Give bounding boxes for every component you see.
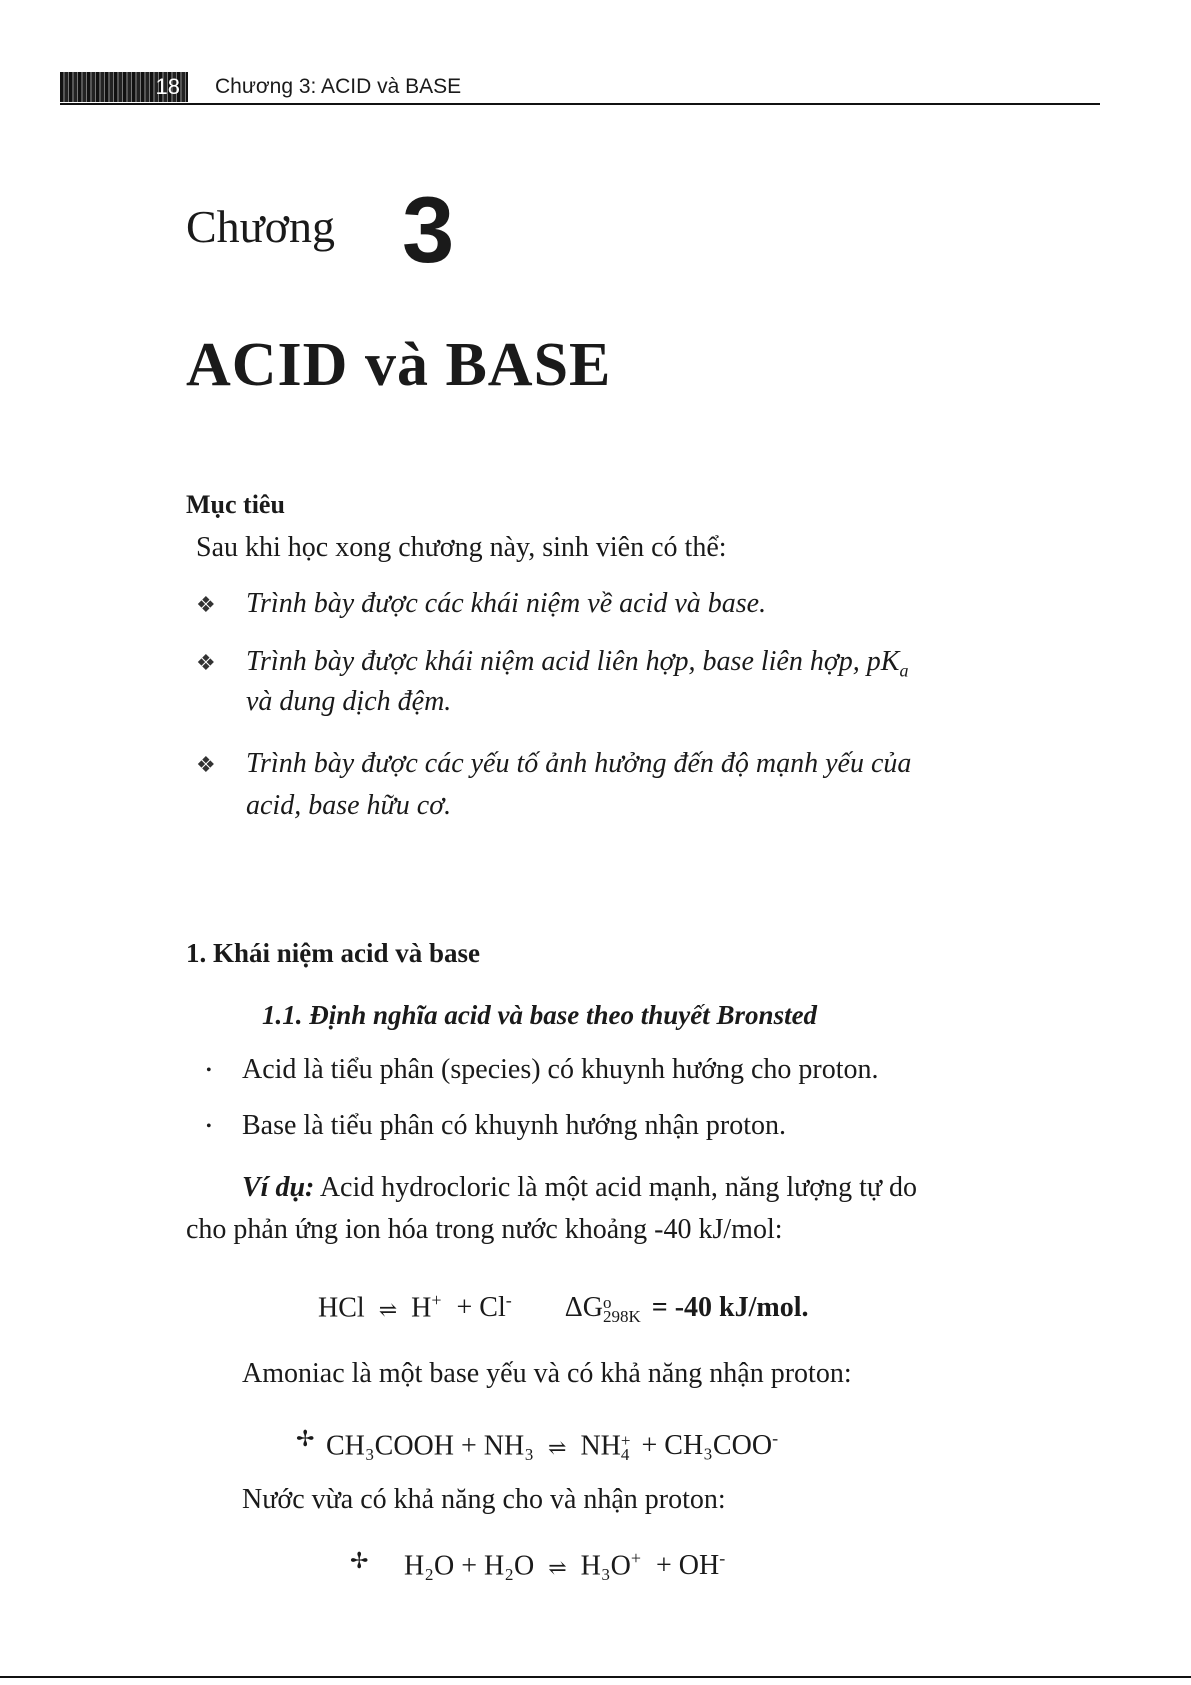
definition-acid: Acid là tiểu phân (species) có khuynh hướng cho proton. <box>242 1054 879 1085</box>
objective-item-2-cont: và dung dịch đệm. <box>246 686 452 717</box>
objectives-intro: Sau khi học xong chương này, sinh viên có thể: <box>196 532 727 563</box>
equation-hcl: HCl ⇌ H+ + Cl- ΔG o 298K = -40 kJ/mol. <box>318 1290 809 1326</box>
page-number: 18 <box>155 74 180 99</box>
chapter-label: Chương <box>186 201 335 252</box>
page-header <box>60 62 1100 104</box>
page-number-box <box>60 72 188 102</box>
margin-star-icon: ✢ <box>350 1548 369 1573</box>
header-rule <box>60 103 1100 105</box>
example-paragraph: Ví dụ: Acid hydrocloric là một acid mạnh, năng lượng tự do <box>242 1172 918 1203</box>
subsection-heading: 1.1. Định nghĩa acid và base theo thuyết Bronsted <box>262 1000 818 1030</box>
bullet-dot-icon: • <box>206 1062 212 1079</box>
objective-item-3-cont: acid, base hữu cơ. <box>246 790 452 821</box>
objective-item-3: Trình bày được các yếu tố ảnh hưởng đến độ mạnh yếu của <box>246 748 912 779</box>
example-paragraph-cont: cho phản ứng ion hóa trong nước khoảng -40 kJ/mol: <box>186 1214 783 1245</box>
footer-rule <box>0 1676 1191 1678</box>
equation-water: H₂O + H₂O ⇌ H₃O+ + OH- <box>404 1548 726 1582</box>
objectives-heading: Mục tiêu <box>186 490 285 519</box>
amoniac-paragraph: Amoniac là một base yếu và có khả năng nhận proton: <box>242 1358 852 1389</box>
objective-item-1: Trình bày được các khái niệm về acid và base. <box>246 588 767 619</box>
margin-star-icon: ✢ <box>296 1426 315 1451</box>
diamond-bullet-icon: ❖ <box>196 650 216 675</box>
section-heading: 1. Khái niệm acid và base <box>186 938 481 968</box>
bullet-dot-icon: • <box>206 1118 212 1135</box>
equation-acetic-ammonia: CH₃COOH + NH₃ ⇌ NH + 4 + CH₃COO- <box>326 1428 779 1464</box>
definition-base: Base là tiểu phân có khuynh hướng nhận proton. <box>242 1110 786 1141</box>
water-paragraph: Nước vừa có khả năng cho và nhận proton: <box>242 1484 726 1515</box>
chapter-number: 3 <box>402 177 455 282</box>
diamond-bullet-icon: ❖ <box>196 752 216 777</box>
chapter-title: ACID và BASE <box>186 331 612 399</box>
diamond-bullet-icon: ❖ <box>196 592 216 617</box>
running-title: Chương 3: ACID và BASE <box>215 75 462 98</box>
objective-item-2: Trình bày được khái niệm acid liên hợp, base liên hợp, $pK_a$ <box>246 646 909 681</box>
